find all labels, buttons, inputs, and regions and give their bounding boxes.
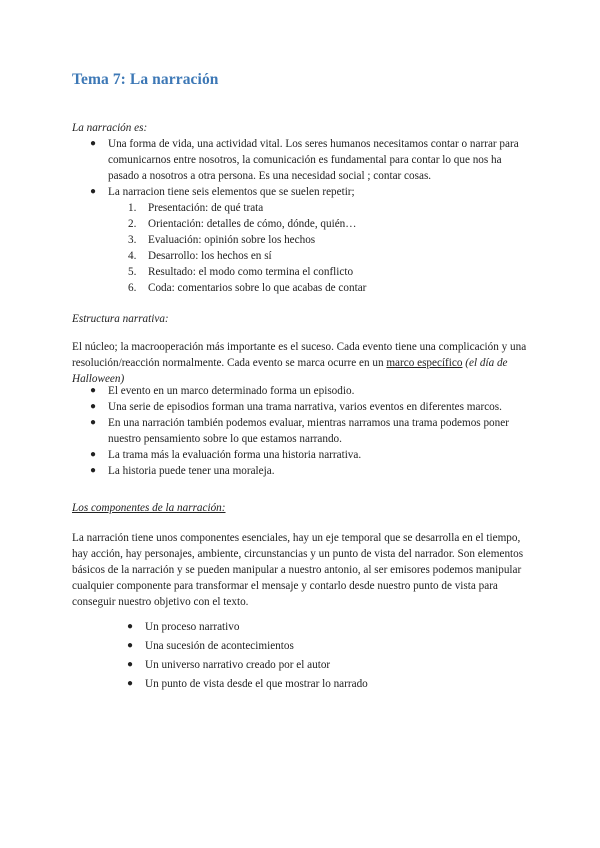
list-item: ● La historia puede tener una moraleja. <box>90 465 275 477</box>
bullet-icon: ● <box>90 138 97 149</box>
list-item: ● El evento en un marco determinado forma un episodio. <box>90 385 355 397</box>
bullet-icon: ● <box>127 640 134 651</box>
bullet-icon: ● <box>90 401 97 412</box>
list-item: ● Un universo narrativo creado por el autor <box>127 659 331 671</box>
bullet-icon: ● <box>127 678 134 689</box>
list-item: ● Una serie de episodios forman una trama narrativa, varios eventos en diferentes marcos. <box>90 401 502 413</box>
estructura-paragraph: El núcleo; la macrooperación más importante es el suceso. Cada evento tiene una complicación y una resolución/reacción normalmente. Cada evento se marca ocurre en un marco específico (el día de Halloween) <box>72 341 527 385</box>
underlined-term: marco específico <box>386 357 463 369</box>
list-item: 1. Presentación: de qué trata <box>128 202 264 214</box>
componentes-paragraph: La narración tiene unos componentes esenciales, hay un eje temporal que se desarrolla en el tiempo, hay acción, hay personajes, ambiente, circunstancias y un punto de vista del narrador. Son elementos básicos de la narración y se pueden manipular a nuestro antonio, al ser emisores podemos manipular cualquier componente para transformar el mensaje y contarlo desde nuestro punto de vista para conseguir nuestro objetivo con el texto. <box>72 532 524 608</box>
bullet-icon: ● <box>90 449 97 460</box>
section-label-estructura: Estructura narrativa: <box>72 313 169 325</box>
bullet-icon: ● <box>90 417 97 428</box>
estructura-bullet-list <box>90 383 530 479</box>
page-title: Tema 7: La narración <box>72 71 219 88</box>
list-item: ● La trama más la evaluación forma una historia narrativa. <box>90 449 362 461</box>
elements-numbered-list <box>108 200 530 296</box>
list-item: ● Una forma de vida, una actividad vital. Los seres humanos necesitamos contar o narrar para comunicarnos entre nosotros, la comunicación es fundamental para contar lo que nos ha pasado a nosotros a otra persona. Es una necesidad social ; contar cosas. <box>90 138 519 182</box>
section-label-narracion: La narración es: <box>72 122 148 134</box>
list-item: ● Una sucesión de acontecimientos <box>127 640 294 652</box>
bullet-icon: ● <box>90 186 97 197</box>
section-label-componentes: Los componentes de la narración: <box>72 502 226 514</box>
narracion-bullet-list <box>90 136 530 296</box>
list-item: ● La narracion tiene seis elementos que se suelen repetir; 1. Presentación: de qué trata 2. Orientación: detalles de cómo, dónde, quién… 3. Evaluación: opinión sobre los hechos 4. Desarrollo: los hechos en sí 5. Resultado: el modo como termina el conflicto 6. Coda: comentarios sobre lo que acabas de contar <box>90 184 530 296</box>
list-item: 2. Orientación: detalles de cómo, dónde, quién… <box>128 218 357 230</box>
bullet-icon: ● <box>90 385 97 396</box>
list-item: 4. Desarrollo: los hechos en sí <box>128 250 272 262</box>
list-item: 6. Coda: comentarios sobre lo que acabas de contar <box>128 282 367 294</box>
bullet-icon: ● <box>127 621 134 632</box>
componentes-bullet-list <box>127 619 527 695</box>
list-item: 5. Resultado: el modo como termina el conflicto <box>128 266 354 278</box>
list-item: ● Un punto de vista desde el que mostrar lo narrado <box>127 678 368 690</box>
bullet-icon: ● <box>90 465 97 476</box>
list-item: ● Un proceso narrativo <box>127 621 240 633</box>
bullet-icon: ● <box>127 659 134 670</box>
list-item: 3. Evaluación: opinión sobre los hechos <box>128 234 316 246</box>
list-item: ● En una narración también podemos evaluar, mientras narramos una trama podemos poner nuestro pensamiento sobre lo que estamos narrando. <box>90 417 509 445</box>
